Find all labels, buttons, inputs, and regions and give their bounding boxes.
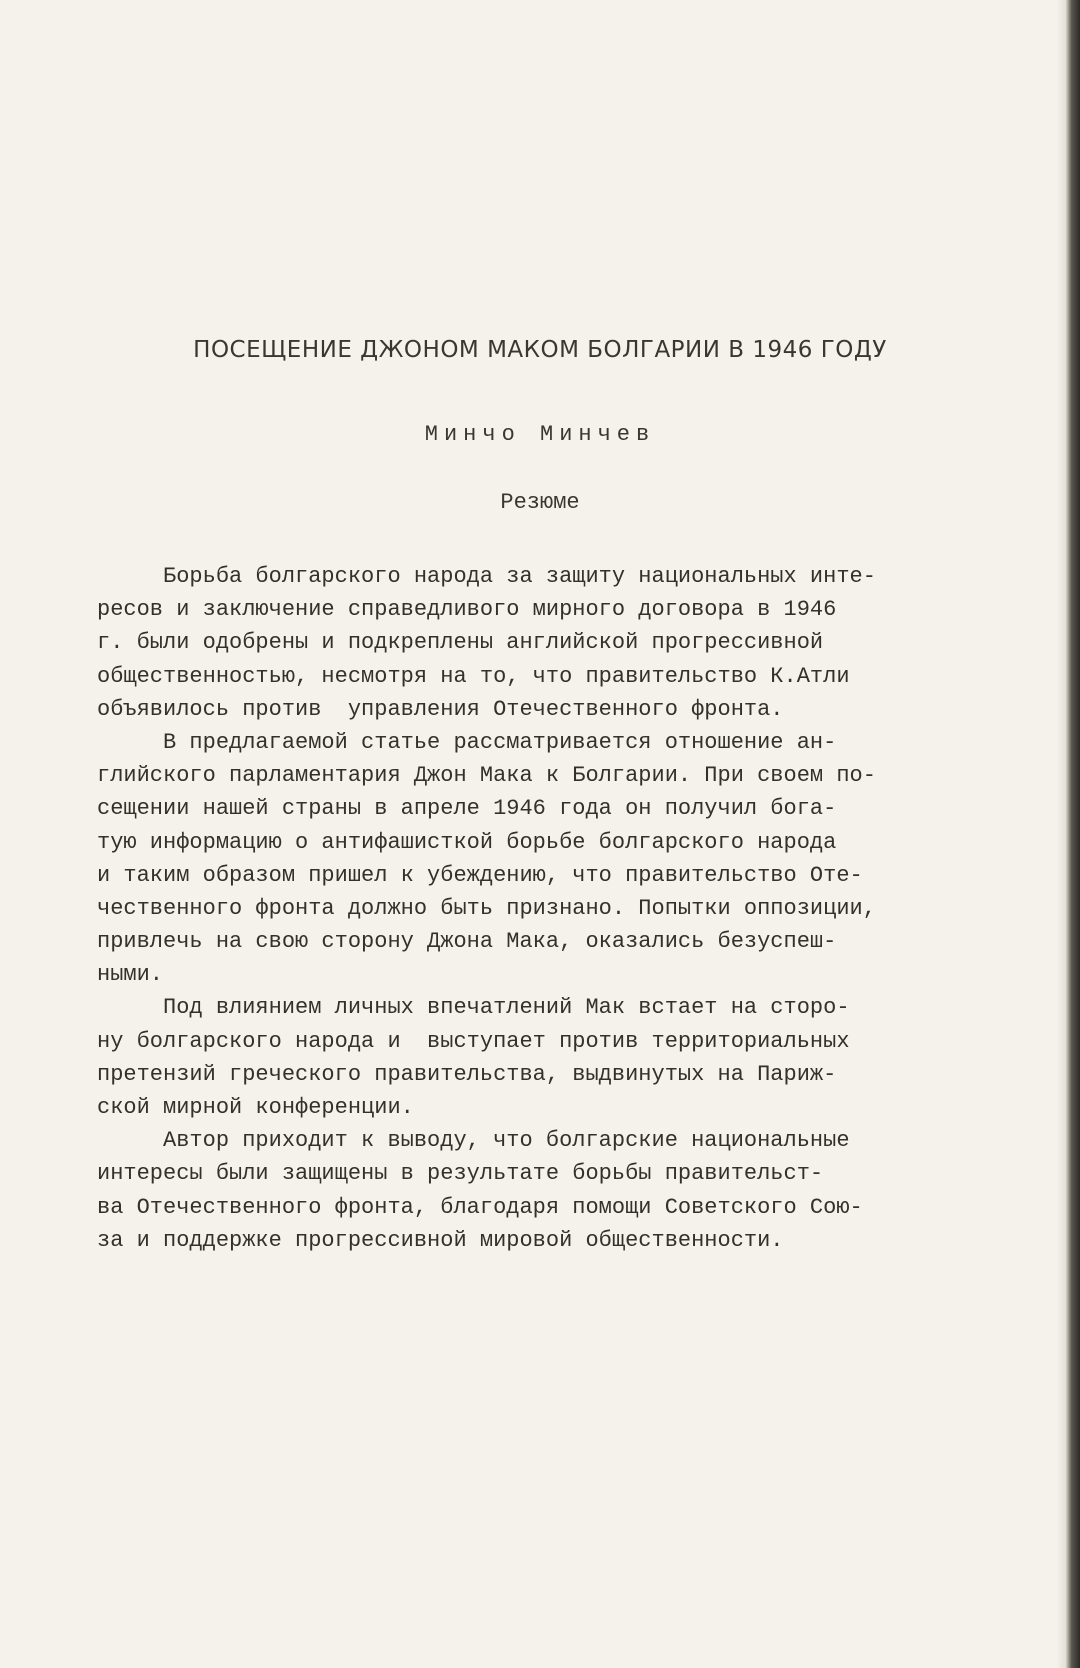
text-line: претензий греческого правительства, выдвинутых на Париж- bbox=[97, 1061, 837, 1087]
text-line: чественного фронта должно быть признано. Попытки оппозиции, bbox=[97, 895, 876, 921]
text-line: Автор приходит к выводу, что болгарские национальные bbox=[97, 1128, 850, 1154]
text-line: за и поддержке прогрессивной мировой общественности. bbox=[97, 1227, 784, 1253]
summary-body bbox=[97, 560, 1007, 1257]
text-line: ными. bbox=[97, 962, 164, 988]
text-line: и таким образом пришел к убеждению, что правительство Оте- bbox=[97, 862, 863, 888]
text-line: привлечь на свою сторону Джона Мака, оказались безуспеш- bbox=[97, 929, 837, 955]
text-line: ресов и заключение справедливого мирного договора в 1946 bbox=[97, 597, 837, 623]
text-line: Борьба болгарского народа за защиту национальных инте- bbox=[97, 564, 876, 589]
text-line: тую информацию о антифашисткой борьбе болгарского народа bbox=[97, 829, 837, 855]
text-line: глийского парламентария Джон Мака к Болгарии. При своем по- bbox=[97, 763, 876, 789]
text-line: ской мирной конференции. bbox=[97, 1095, 414, 1120]
text-line: интересы были защищены в результате борьбы правительст- bbox=[97, 1161, 824, 1187]
text-line: г. были одобрены и подкреплены английской прогрессивной bbox=[97, 630, 824, 656]
author-name: Минчо Минчев bbox=[424, 422, 656, 447]
text-line: ну болгарского народа и выступает против территориальных bbox=[97, 1028, 850, 1054]
text-line: общественностью, несмотря на то, что правительство К.Атли bbox=[97, 663, 850, 689]
text-line: Под влиянием личных впечатлений Мак встает на сторо- bbox=[97, 995, 850, 1021]
text-line: сещении нашей страны в апреле 1946 года он получил бога- bbox=[97, 796, 837, 822]
page-binding-edge bbox=[1066, 0, 1080, 1668]
page-edge-shadow bbox=[1056, 0, 1066, 1668]
text-line: объявилось против управления Отечественного фронта. bbox=[97, 696, 784, 722]
text-line: В предлагаемой статье рассматривается отношение ан- bbox=[97, 729, 837, 755]
section-heading: Резюме bbox=[500, 490, 580, 515]
document-title: ПОСЕЩЕНИЕ ДЖОНОМ МАКОМ БОЛГАРИИ В 1946 ГОДУ bbox=[193, 337, 887, 363]
text-line: ва Отечественного фронта, благодаря помощи Советского Сою- bbox=[97, 1194, 863, 1220]
